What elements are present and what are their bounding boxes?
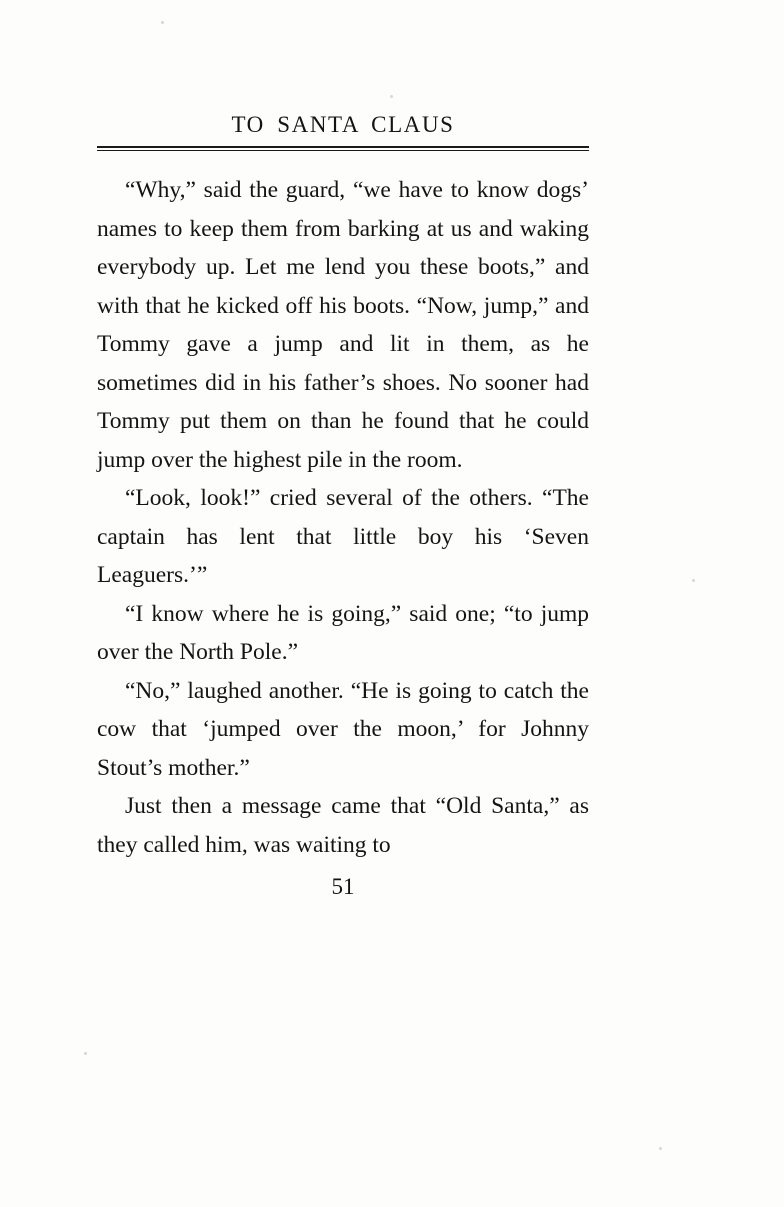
header-rule [97, 146, 589, 148]
paragraph: “Why,” said the guard, “we have to know dogs’ names to keep them from barking at us and waking everybody up. Let me lend you these boots,” and with that he kicked off his boots. “Now, jump,” and Tommy gave a jump and lit in them, as he sometimes did in his father’s shoes. No sooner had Tommy put them on than he found that he could jump over the highest pile in the room. [97, 177, 589, 473]
page-content [97, 112, 589, 900]
page-number: 51 [331, 874, 355, 899]
body-text [97, 171, 589, 864]
paper-speck [161, 21, 164, 24]
paper-speck [390, 95, 393, 98]
header-rule-thin [97, 150, 589, 151]
paragraph: Just then a message came that “Old Santa,” as they called him, was waiting to [97, 793, 589, 858]
page-title: TO SANTA CLAUS [231, 112, 455, 137]
paper-speck [84, 1052, 87, 1055]
paragraph: “Look, look!” cried several of the others. “The captain has lent that little boy his ‘Seven Leaguers.’” [97, 485, 589, 588]
paragraph: “I know where he is going,” said one; “to jump over the North Pole.” [97, 600, 589, 665]
paragraph: “No,” laughed another. “He is going to catch the cow that ‘jumped over the moon,’ for Johnny Stout’s mother.” [97, 677, 589, 781]
paper-speck [692, 579, 695, 582]
paper-speck [659, 1147, 662, 1150]
